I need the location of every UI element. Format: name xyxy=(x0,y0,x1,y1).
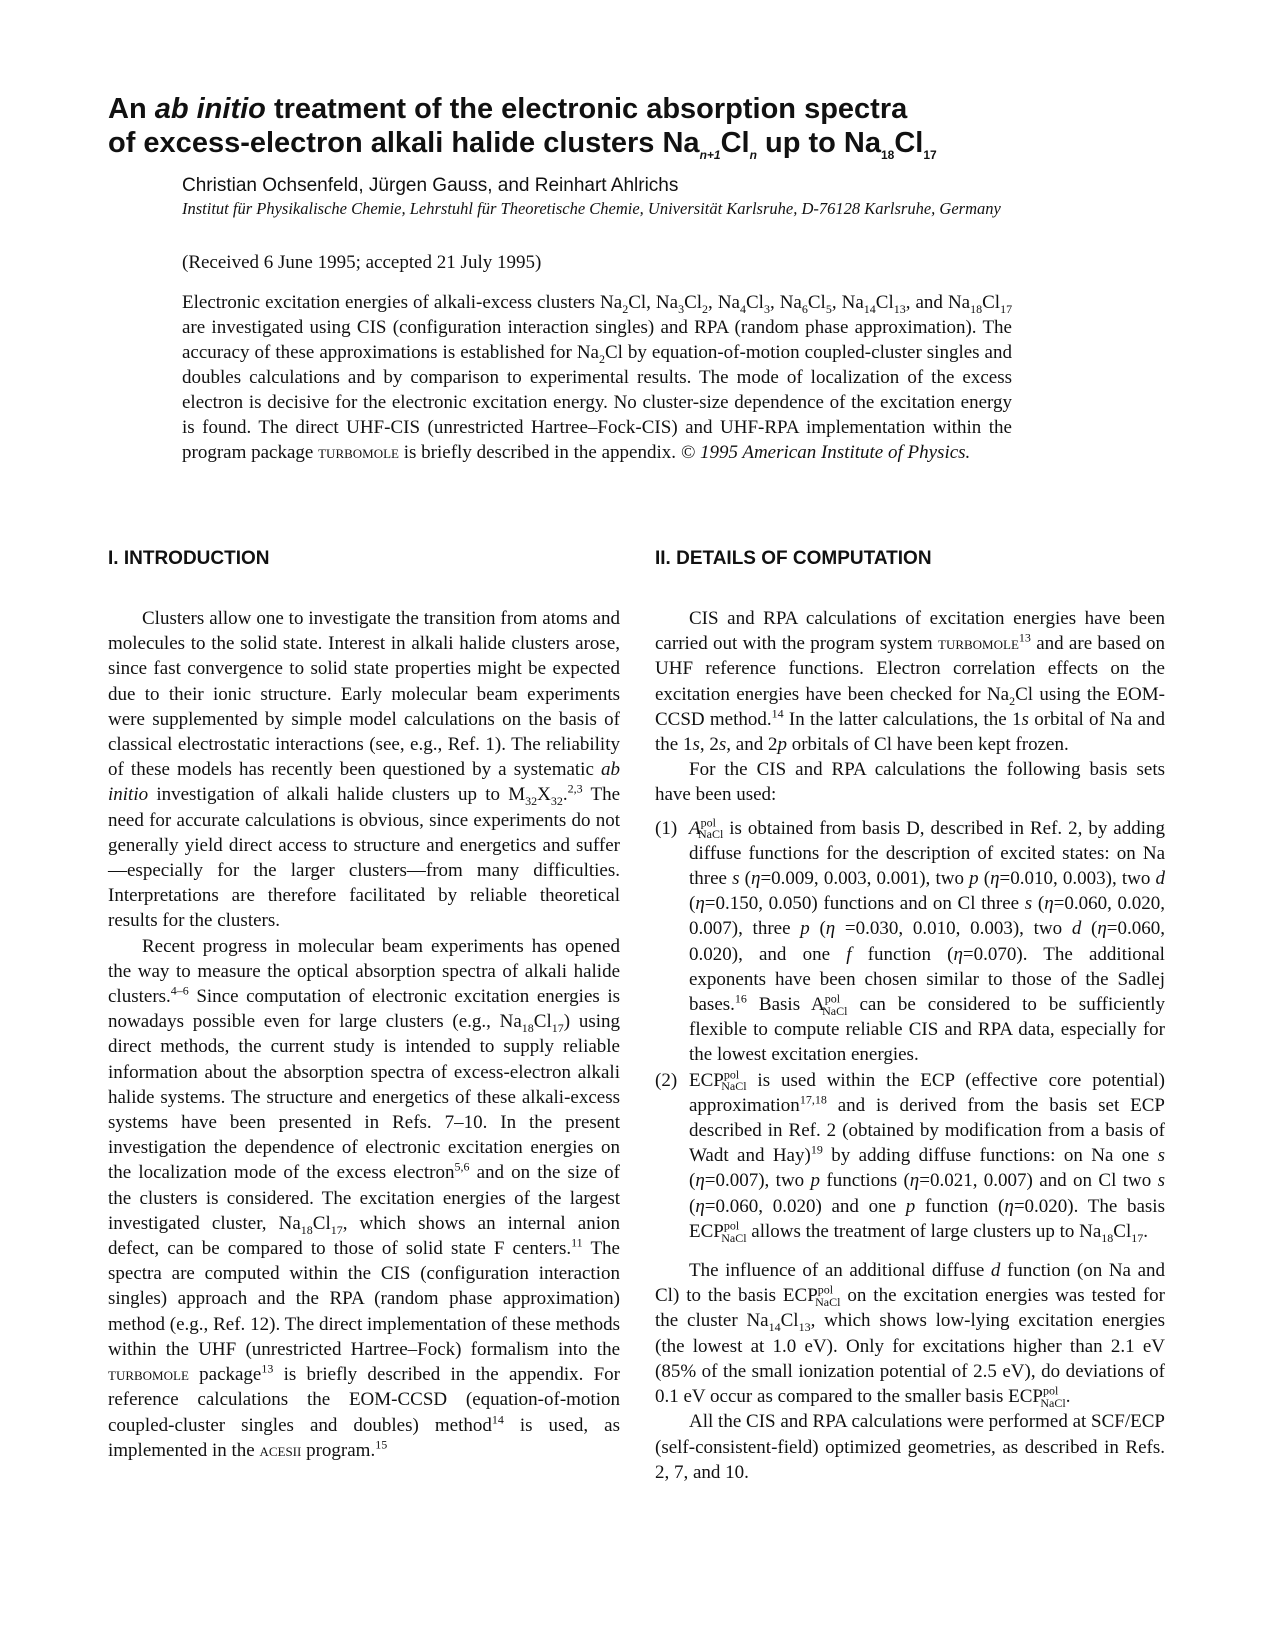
list-number: (1) xyxy=(655,817,678,839)
title-line-2: of excess-electron alkali halide clusters $Na_{n+1}Cl_n$ up to $Na_{18}Cl_{17}$ xyxy=(108,127,937,162)
author-list: Christian Ochsenfeld, Jürgen Gauss, and Reinhart Ahlrichs xyxy=(182,175,679,196)
title-line-1: An ab initio treatment of the electronic absorption spectra xyxy=(108,93,908,125)
basis-item-apol: (1) $A^{pol}_{NaCl}$ is obtained from basis D, described in Ref. 2, by adding diffuse functions for the description of excited states: on Na three s (η=0.009, 0.003, 0.001), two p (η=0.010, 0.003), two d (η=0.150, 0.050) functions and on Cl three s (η=0.060, 0.020, 0.007), three p (η =0.030, 0.010, 0.003), two d (η=0.060, 0.020), and one f function (η=0.070). The additional exponents have been chosen similar to those of the Sadlej bases.$^{16}$ Basis $A^{pol}_{NaCl}$ can be considered to be sufficiently flexible to compute reliable CIS and RPA data, especially for the lowest excitation energies. xyxy=(655,815,1166,1066)
intro-paragraph-1: Clusters allow one to investigate the transition from atoms and molecules to the solid state. Interest in alkali halide clusters arose, since fast convergence to solid state properties might be expected due to their ionic structure. Early molecular beam experiments were supplemented by simple model calculations on the basis of classical electrostatic interactions (see, e.g., Ref. 1). The reliability of these models has recently been questioned by a systematic ab initio investigation of alkali halide clusters up to $M_{32}X_{32}.^{2,3}$ The need for accurate calculations is obvious, since experiments do not generally yield direct access to structure and energetics and suffer—especially for the larger clusters—from many difficulties. Interpretations are therefore facilitated by reliable theoretical results for the clusters. xyxy=(108,608,620,932)
section-heading-details: II. DETAILS OF COMPUTATION xyxy=(655,548,932,569)
left-column xyxy=(108,548,620,1463)
abstract xyxy=(182,290,1012,465)
received-dates: (Received 6 June 1995; accepted 21 July 1995) xyxy=(182,252,542,273)
copyright-notice: © 1995 American Institute of Physics. xyxy=(676,442,971,463)
abstract-text: Electronic excitation energies of alkali-excess clusters $Na_2Cl$, $Na_3Cl_2$, $Na_4Cl_3$, $Na_6Cl_5$, $Na_{14}Cl_{13}$, and $Na_{18}Cl_{17}$ are investigated using CIS (configuration interaction singles) and RPA (random phase approximation). The accuracy of these approximations is established for $Na_2Cl$ by equation-of-motion coupled-cluster singles and doubles calculations and by comparison to experimental results. The mode of localization of the excess electron is decisive for the electronic excitation energy. No cluster-size dependence of the excitation energy is found. The direct UHF-CIS (unrestricted Hartree–Fock-CIS) and UHF-RPA implementation within the program package turbomole is briefly described in the appendix. xyxy=(182,292,1013,463)
details-paragraph-3: The influence of an additional diffuse d function (on Na and Cl) to the basis $ECP^{pol}_{NaCl}$ on the excitation energies was tested for the cluster $Na_{14}Cl_{13}$, which shows low-lying excitation energies (the lowest at 1.0 eV). Only for excitations higher than 2.1 eV (85% of the small ionization potential of 2.5 eV), do deviations of 0.1 eV occur as compared to the smaller basis $ECP^{pol}_{NaCl}$. xyxy=(655,1260,1166,1410)
affiliation: Institut für Physikalische Chemie, Lehrstuhl für Theoretische Chemie, Universität Karlsruhe, D-76128 Karlsruhe, Germany xyxy=(182,199,1001,218)
intro-paragraph-2: Recent progress in molecular beam experiments has opened the way to measure the optical absorption spectra of alkali halide clusters.$^{4-6}$ Since computation of electronic excitation energies is nowadays possible even for large clusters (e.g., $Na_{18}Cl_{17}$) using direct methods, the current study is intended to supply reliable information about the absorption spectra of excess-electron alkali halide systems. The structure and energetics of these alkali-excess systems have been presented in Refs. 7–10. In the present investigation the dependence of electronic excitation energies on the localization mode of the excess electron$^{5,6}$ and on the size of the clusters is considered. The excitation energies of the largest investigated cluster, $Na_{18}Cl_{17}$, which shows an internal anion defect, can be compared to those of solid state F centers.$^{11}$ The spectra are computed within the CIS (configuration interaction singles) approach and the RPA (random phase approximation) method (e.g., Ref. 12). The direct implementation of these methods within the UHF (unrestricted Hartree–Fock) formalism into the turbomole package$^{13}$ is briefly described in the appendix. For reference calculations the EOM-CCSD (equation-of-motion coupled-cluster singles and doubles) method$^{14}$ is used, as implemented in the acesii program.$^{15}$ xyxy=(108,935,620,1461)
section-heading-introduction: I. INTRODUCTION xyxy=(108,548,270,569)
details-paragraph-4: All the CIS and RPA calculations were performed at SCF/ECP (self-consistent-field) optimized geometries, as described in Refs. 2, 7, and 10. xyxy=(655,1411,1165,1483)
paper-title xyxy=(108,92,1188,160)
right-column xyxy=(655,548,1165,1485)
list-number: (2) xyxy=(655,1069,678,1091)
basis-item-ecppol: (2) $ECP^{pol}_{NaCl}$ is used within the ECP (effective core potential) approximation$^{17,18}$ and is derived from the basis set ECP described in Ref. 2 (obtained by modification from a basis of Wadt and Hay)$^{19}$ by adding diffuse functions: on Na one s (η=0.007), two p functions (η=0.021, 0.007) and on Cl two s (η=0.060, 0.020) and one p function (η=0.020). The basis $ECP^{pol}_{NaCl}$ allows the treatment of large clusters up to $Na_{18}Cl_{17}$. xyxy=(655,1067,1165,1245)
details-paragraph-1: CIS and RPA calculations of excitation energies have been carried out with the program system turbomole$^{13}$ and are based on UHF reference functions. Electron correlation effects on the excitation energies have been checked for $Na_2Cl$ using the EOM-CCSD method.$^{14}$ In the latter calculations, the 1s orbital of Na and the 1s, 2s, and 2p orbitals of Cl have been kept frozen. xyxy=(655,608,1166,756)
details-paragraph-2: For the CIS and RPA calculations the following basis sets have been used: xyxy=(655,759,1165,806)
basis-set-list xyxy=(655,816,1165,1244)
